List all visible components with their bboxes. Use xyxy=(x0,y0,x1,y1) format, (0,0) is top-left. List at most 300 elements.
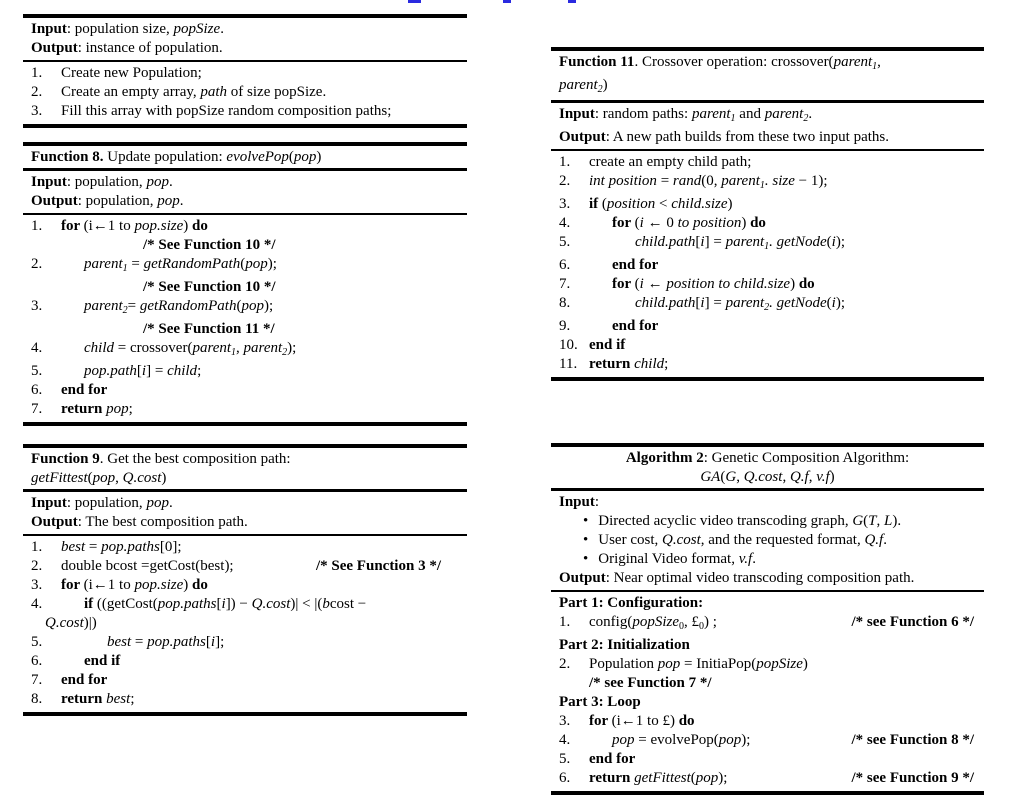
text-segment: 1 xyxy=(122,263,128,274)
text-segment: (i←1 to xyxy=(83,577,135,593)
text-segment: child xyxy=(634,356,665,372)
text-segment: . xyxy=(752,551,756,567)
statement xyxy=(589,355,668,374)
statement xyxy=(61,278,276,297)
algo-line xyxy=(559,214,976,233)
text-segment: best xyxy=(61,539,86,555)
text-segment: pop xyxy=(157,193,180,209)
cropped-link-fragment xyxy=(568,0,576,3)
text-segment: (i←1 to xyxy=(83,218,135,234)
statement xyxy=(61,102,391,121)
statement xyxy=(589,233,845,256)
box-io-section xyxy=(23,171,467,215)
text-segment: [ xyxy=(205,634,211,650)
text-segment: ( xyxy=(826,295,832,311)
statement xyxy=(61,633,224,652)
text-segment: i xyxy=(639,215,644,231)
algo-line xyxy=(31,83,459,102)
text-segment: child.size xyxy=(671,196,728,212)
text-segment: child.path xyxy=(635,234,696,250)
algo-line xyxy=(559,275,976,294)
box-header xyxy=(23,146,467,171)
text-segment: popSize xyxy=(756,656,803,672)
text-segment: , xyxy=(115,470,123,486)
text-segment: /* see Function 7 */ xyxy=(589,675,712,691)
text-segment: pop xyxy=(657,656,681,672)
line-number: 3. xyxy=(31,103,43,119)
text-segment: ( xyxy=(87,470,93,486)
box-body xyxy=(23,215,467,422)
text-segment: parent xyxy=(192,340,232,356)
text-segment: . size xyxy=(764,173,795,189)
bullet-item xyxy=(559,531,976,550)
text-segment: : Near optimal video transcoding composition path. xyxy=(605,570,915,586)
inline-comment xyxy=(852,613,977,632)
line-number: 3. xyxy=(559,196,571,212)
statement xyxy=(589,731,750,750)
line-number: 2. xyxy=(559,656,571,672)
text-segment: ) ; xyxy=(704,614,717,630)
statement xyxy=(589,613,717,636)
text-segment: end if xyxy=(589,337,626,353)
text-segment: popSize xyxy=(173,21,221,37)
algo-line xyxy=(559,693,976,712)
text-segment: parent xyxy=(725,234,765,250)
text-segment: Output xyxy=(559,570,606,586)
statement xyxy=(589,294,845,317)
statement xyxy=(589,336,625,355)
text-segment: return xyxy=(61,401,107,417)
statement xyxy=(559,594,703,613)
text-segment: for xyxy=(61,218,84,234)
box-io-section xyxy=(23,18,467,62)
text-segment: Q.cost xyxy=(743,469,783,485)
text-segment: 2 xyxy=(282,347,288,358)
algo-line xyxy=(31,633,459,652)
text-segment: position xyxy=(606,196,656,212)
text-segment: getFittest xyxy=(634,770,691,786)
text-segment: /* See Function 11 */ xyxy=(143,321,275,337)
text-segment: pop xyxy=(146,495,169,511)
text-segment: . xyxy=(168,174,173,190)
text-segment: return xyxy=(589,356,635,372)
text-segment: 0 xyxy=(699,621,704,632)
statement xyxy=(61,576,208,595)
text-segment: pop xyxy=(695,770,719,786)
algo-line xyxy=(31,652,459,671)
statement xyxy=(61,595,366,614)
algo-line xyxy=(31,614,459,633)
line-number: 3. xyxy=(31,577,43,593)
statement xyxy=(589,214,766,233)
text-segment: : population, xyxy=(66,174,147,190)
text-segment: b xyxy=(322,596,330,612)
line-number: 2. xyxy=(559,173,571,189)
text-segment: . getNode xyxy=(769,295,827,311)
line-number: 1. xyxy=(31,539,43,555)
io-line xyxy=(559,569,976,588)
text-segment: . xyxy=(883,532,887,548)
text-segment: . xyxy=(220,21,224,37)
text-segment: for xyxy=(589,713,612,729)
line-number: 3. xyxy=(31,298,43,314)
text-segment: ]) − xyxy=(225,596,252,612)
inline-comment xyxy=(852,731,977,750)
statement xyxy=(61,83,326,102)
text-segment: end for xyxy=(61,382,108,398)
text-segment: : The best composition path. xyxy=(77,514,248,530)
text-segment: pop.paths xyxy=(157,596,217,612)
text-segment: )| < |( xyxy=(290,596,323,612)
text-segment: 1 xyxy=(759,180,765,191)
text-segment: − 1); xyxy=(794,173,828,189)
line-number: 10. xyxy=(559,337,578,353)
text-segment: : xyxy=(594,494,600,510)
text-segment: ) xyxy=(316,149,322,165)
text-segment: Input xyxy=(31,21,67,37)
text-segment: ) xyxy=(183,218,192,234)
text-segment: ( xyxy=(826,234,832,250)
inline-comment xyxy=(852,769,977,788)
box-io-section xyxy=(23,492,467,536)
text-segment: ← xyxy=(643,276,667,292)
text-segment: Q.cost xyxy=(122,470,162,486)
box-body xyxy=(23,62,467,124)
text-segment: Directed acyclic video transcoding graph, xyxy=(598,513,853,529)
algo-line xyxy=(559,294,976,317)
text-segment: Q.f xyxy=(864,532,884,548)
statement xyxy=(589,153,751,172)
text-segment: rand xyxy=(672,173,702,189)
statement xyxy=(589,712,695,731)
statement xyxy=(45,614,97,633)
population-initialization-box xyxy=(23,14,467,128)
statement xyxy=(589,655,808,674)
text-segment: end for xyxy=(612,257,659,273)
text-segment: : population size, xyxy=(66,21,174,37)
text-segment: = crossover( xyxy=(114,340,193,356)
text-segment: do xyxy=(798,276,815,292)
text-segment: cost − xyxy=(329,596,367,612)
text-segment: [ xyxy=(695,295,701,311)
text-segment: : A new path builds from these two input paths. xyxy=(605,129,889,145)
io-line xyxy=(31,173,459,192)
text-segment: (i←1 to £) xyxy=(611,713,679,729)
text-segment: ( xyxy=(240,256,246,272)
statement xyxy=(589,317,658,336)
line-number: 6. xyxy=(559,770,571,786)
text-segment: Output xyxy=(31,193,78,209)
text-segment: parent xyxy=(764,106,804,122)
text-segment: parent xyxy=(84,298,123,314)
bullet-icon: • xyxy=(583,551,589,567)
algo-line xyxy=(31,236,459,255)
statement xyxy=(61,690,134,709)
statement xyxy=(61,362,201,381)
line-number: 6. xyxy=(559,257,571,273)
text-segment: parent xyxy=(243,340,283,356)
algo-line xyxy=(31,64,459,83)
function-8-box xyxy=(23,142,467,426)
text-segment: = xyxy=(85,539,102,555)
text-segment: : population, xyxy=(66,495,147,511)
algo-line xyxy=(559,750,976,769)
statement xyxy=(61,557,234,576)
text-segment: Output xyxy=(31,40,78,56)
text-segment: child.path xyxy=(635,295,696,311)
text-segment: evolvePop xyxy=(226,149,289,165)
statement xyxy=(61,297,273,320)
text-segment: , xyxy=(808,469,817,485)
algo-line xyxy=(31,595,459,614)
text-segment: . xyxy=(808,106,813,122)
text-segment: double bcost =getCost(best); xyxy=(61,558,234,574)
text-segment: ) xyxy=(802,656,808,672)
text-segment: G xyxy=(725,469,737,485)
text-segment: . Get the best composition path: xyxy=(99,451,291,467)
function-11-box xyxy=(551,47,984,381)
text-segment: ); xyxy=(741,732,751,748)
text-segment: parent xyxy=(721,173,760,189)
header-line xyxy=(559,449,976,468)
algo-line xyxy=(559,613,976,636)
io-line xyxy=(31,192,459,211)
text-segment: i xyxy=(700,234,705,250)
statement xyxy=(589,750,635,769)
statement xyxy=(589,674,712,693)
text-segment: Update population: xyxy=(103,149,227,165)
box-header xyxy=(551,447,984,491)
algo-line xyxy=(559,355,976,374)
algo-line xyxy=(559,674,976,693)
line-number: 5. xyxy=(31,363,43,379)
algo-line xyxy=(559,256,976,275)
line-number: 4. xyxy=(559,732,571,748)
algo-line xyxy=(31,362,459,381)
line-number: 4. xyxy=(559,215,571,231)
algo-line xyxy=(559,769,976,788)
text-segment: ] = xyxy=(704,234,726,250)
text-segment: . getNode xyxy=(769,234,827,250)
text-segment: for xyxy=(61,577,84,593)
text-segment: config( xyxy=(589,614,633,630)
header-line xyxy=(559,53,976,76)
io-line xyxy=(31,39,459,58)
header-line xyxy=(31,148,459,167)
text-segment: pop xyxy=(245,256,268,272)
line-number: 3. xyxy=(559,713,571,729)
line-number: 4. xyxy=(31,596,43,612)
text-segment: parent xyxy=(84,256,123,272)
text-segment: do xyxy=(678,713,695,729)
statement xyxy=(559,636,690,655)
text-segment: ( xyxy=(601,196,607,212)
line-number: 1. xyxy=(559,614,571,630)
text-segment: do xyxy=(191,218,208,234)
text-segment: 2 xyxy=(597,84,603,95)
line-number: 8. xyxy=(559,295,571,311)
text-segment: do xyxy=(750,215,766,231)
text-segment: Function 9 xyxy=(31,451,100,467)
text-segment: , xyxy=(736,469,744,485)
text-segment: Q.cost xyxy=(251,596,291,612)
algorithm-2-box xyxy=(551,443,984,795)
text-segment: )|) xyxy=(83,615,97,631)
text-segment: 2 xyxy=(764,302,770,313)
algo-line xyxy=(559,731,976,750)
text-segment: ); xyxy=(263,298,274,314)
algo-line xyxy=(31,102,459,121)
header-line xyxy=(559,76,976,99)
statement xyxy=(589,275,815,294)
line-number: 11. xyxy=(559,356,578,372)
text-segment: Q.f xyxy=(789,469,809,485)
box-io-section xyxy=(551,491,984,592)
text-segment: if xyxy=(589,196,602,212)
text-segment: , xyxy=(236,340,244,356)
line-number: 9. xyxy=(559,318,571,334)
text-segment: pop xyxy=(146,174,169,190)
text-segment: Part 1: Configuration: xyxy=(559,595,704,611)
algo-line xyxy=(31,217,459,236)
text-segment: ((getCost( xyxy=(96,596,158,612)
text-segment: i xyxy=(639,276,644,292)
text-segment: i xyxy=(831,295,836,311)
box-body xyxy=(551,151,984,377)
algo-line xyxy=(559,172,976,195)
text-segment: pop xyxy=(241,298,264,314)
text-segment: ) xyxy=(790,276,799,292)
text-segment: ). xyxy=(892,513,902,529)
algo-line xyxy=(31,320,459,339)
text-segment: Part 2: Initialization xyxy=(559,637,690,653)
header-line xyxy=(31,450,459,469)
statement xyxy=(61,652,120,671)
text-segment: Output xyxy=(559,129,606,145)
text-segment: create an empty child path; xyxy=(589,154,752,170)
text-segment: pop.size xyxy=(134,577,184,593)
algo-line xyxy=(31,278,459,297)
text-segment: , xyxy=(876,513,885,529)
text-segment: v.f xyxy=(816,469,830,485)
text-segment: ) xyxy=(829,469,835,485)
text-segment: Algorithm 2 xyxy=(625,450,704,466)
algo-line xyxy=(559,712,976,731)
text-segment: Function 11 xyxy=(559,54,635,70)
text-segment: : instance of population. xyxy=(77,40,223,56)
text-segment: Input xyxy=(559,494,595,510)
line-number: 7. xyxy=(31,401,43,417)
text-segment: : population, xyxy=(77,193,158,209)
line-number: 1. xyxy=(31,65,43,81)
algo-line xyxy=(31,557,459,576)
text-segment: = evolvePop( xyxy=(634,732,719,748)
text-segment: ( xyxy=(634,215,640,231)
text-segment: ); xyxy=(287,340,297,356)
algo-line xyxy=(31,400,459,419)
text-segment: child xyxy=(84,340,114,356)
text-segment: /* See Function 3 */ xyxy=(315,558,441,574)
box-header xyxy=(551,51,984,103)
bullet-item xyxy=(559,512,976,531)
statement xyxy=(61,339,296,362)
line-number: 4. xyxy=(31,340,43,356)
algo-line xyxy=(559,317,976,336)
text-segment: for xyxy=(612,276,635,292)
io-line xyxy=(31,494,459,513)
box-body xyxy=(23,536,467,712)
algo-line xyxy=(559,153,976,172)
text-segment: position to child.size xyxy=(666,276,791,292)
text-segment: = xyxy=(127,298,140,314)
text-segment: . xyxy=(168,495,173,511)
text-segment: Create an empty array, xyxy=(61,84,201,100)
text-segment: 1 xyxy=(231,347,237,358)
text-segment: Function 8. xyxy=(31,149,104,165)
algo-line xyxy=(559,233,976,256)
statement xyxy=(61,255,277,278)
statement xyxy=(61,400,133,419)
io-line xyxy=(31,513,459,532)
text-segment: [0]; xyxy=(159,539,182,555)
algo-line xyxy=(31,339,459,362)
text-segment: ] = xyxy=(146,363,168,379)
text-segment: ( xyxy=(236,298,242,314)
line-number: 1. xyxy=(31,218,43,234)
text-segment: Q.cost xyxy=(45,615,84,631)
text-segment: (0, xyxy=(701,173,722,189)
text-segment: Create new Population; xyxy=(61,65,202,81)
text-segment: i xyxy=(700,295,705,311)
algo-line xyxy=(31,255,459,278)
text-segment: ) xyxy=(741,215,751,231)
text-segment: getRandomPath xyxy=(143,256,241,272)
text-segment: /* see Function 8 */ xyxy=(851,732,974,748)
text-segment: < xyxy=(655,196,672,212)
text-segment: = xyxy=(131,634,148,650)
text-segment: : Genetic Composition Algorithm: xyxy=(703,450,910,466)
line-number: 5. xyxy=(559,751,571,767)
algo-line xyxy=(31,381,459,400)
text-segment: i xyxy=(210,634,216,650)
text-segment: /* See Function 10 */ xyxy=(143,279,276,295)
statement xyxy=(61,64,202,83)
text-segment: getRandomPath xyxy=(139,298,237,314)
text-segment: ; xyxy=(128,401,133,417)
text-segment: ] = xyxy=(704,295,726,311)
text-segment: , xyxy=(782,469,790,485)
text-segment: Population xyxy=(589,656,658,672)
io-line xyxy=(559,493,976,512)
header-line xyxy=(559,468,976,487)
text-segment: , xyxy=(877,54,881,70)
text-segment: ( xyxy=(690,770,696,786)
text-segment: ; xyxy=(664,356,669,372)
text-segment: of size popSize. xyxy=(227,84,327,100)
text-segment: User cost, xyxy=(598,532,663,548)
line-number: 6. xyxy=(31,653,43,669)
text-segment: return xyxy=(61,691,107,707)
text-segment: pop xyxy=(612,732,635,748)
text-segment: ( xyxy=(720,469,726,485)
algo-line xyxy=(559,336,976,355)
text-segment: int position xyxy=(589,173,657,189)
text-segment: 1 xyxy=(730,113,736,124)
text-segment: Fill this array with popSize random composition paths; xyxy=(61,103,392,119)
text-segment: , £ xyxy=(684,614,699,630)
algo-line xyxy=(31,690,459,709)
function-9-box xyxy=(23,444,467,716)
